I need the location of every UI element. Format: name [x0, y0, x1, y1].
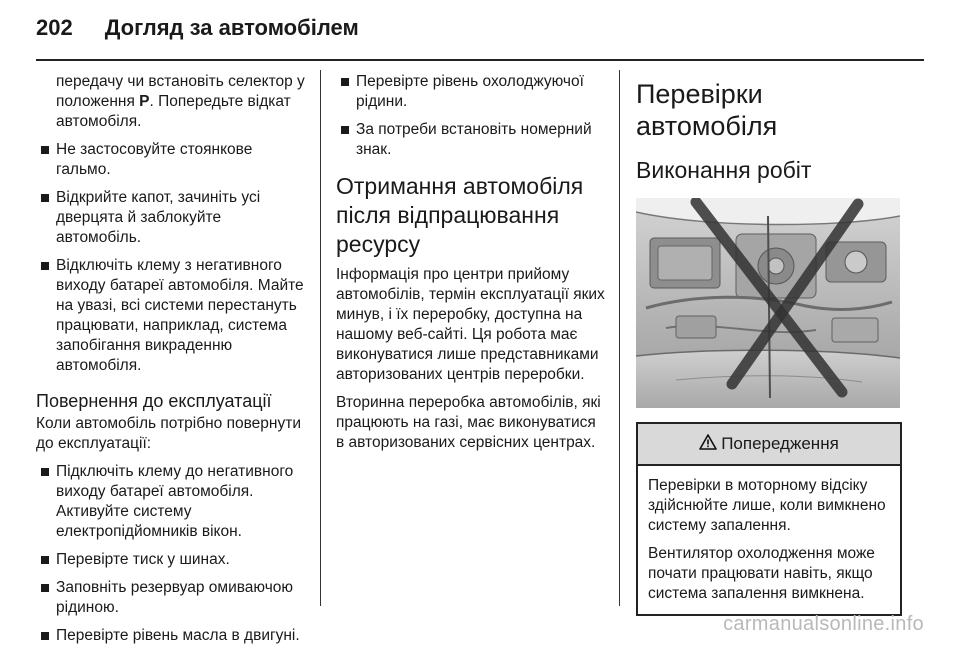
warning-triangle-icon — [699, 434, 717, 455]
return-intro: Коли автомобіль потрібно повернути до експлуатації: — [36, 415, 301, 452]
section-title: Перевірки автомобіля — [636, 79, 778, 141]
list-item: Перевірте рівень охолоджуючої рідини. — [336, 72, 606, 112]
list-item: За потреби встановіть номерний знак. — [336, 120, 606, 160]
list-item: Не застосовуйте стоянкове гальмо. — [36, 140, 308, 180]
list-item: Відкрийте капот, зачиніть усі дверцята й заблокуйте автомобіль. — [36, 188, 308, 248]
list-item: Заповніть резервуар омиваючою рідиною. — [36, 578, 308, 618]
list-item: Перевірте тиск у шинах. — [36, 550, 308, 570]
paragraph: Інформація про центри прийому автомобілів, термін експлуатації яких минув, і їх переробку, доступна на нашому веб-сайті. Ця робота має виконуватися лише представниками авторизованих центрів переробки. — [336, 266, 605, 383]
warning-title: Попередження — [721, 434, 839, 453]
chapter-title: Догляд за автомобілем — [104, 15, 359, 40]
column-middle — [336, 72, 606, 461]
column-divider — [619, 70, 620, 606]
intro-paragraph: передачу чи встановіть селектор у положення P. Попередьте відкат автомобіля. — [56, 73, 305, 130]
watermark: carmanualsonline.info — [723, 613, 924, 635]
column-right — [636, 76, 902, 616]
paragraph: Вторинна переробка автомобілів, які працюють на газі, має виконуватися в авторизованих сервісних центрах. — [336, 394, 601, 451]
list-item: Відключіть клему з негативного виходу батареї автомобіля. Майте на увазі, всі системи перестануть працювати, наприклад, система запобігання викраденню автомобіля. — [36, 256, 308, 376]
warning-body — [638, 466, 900, 614]
warning-paragraph: Перевірки в моторному відсіку здійснюйте лише, коли вимкнено систему запалення. — [648, 477, 886, 534]
page-number: 202 — [36, 15, 73, 40]
gear-p-label: P — [139, 93, 150, 110]
header-rule — [36, 59, 924, 61]
column-left — [36, 72, 308, 654]
engine-bay-illustration — [636, 198, 900, 408]
warning-header — [638, 424, 900, 466]
list-item: Перевірте рівень масла в двигуні. — [36, 626, 308, 646]
warning-box — [636, 422, 902, 616]
column-divider — [320, 70, 321, 606]
section-subtitle: Виконання робіт — [636, 157, 812, 183]
section-heading-return: Повернення до експлуатації — [36, 391, 272, 411]
section-heading-end-of-life: Отримання автомобіля після відпрацювання ресурсу — [336, 173, 584, 257]
warning-paragraph: Вентилятор охолодження може почати працювати навіть, якщо система запалення вимкнена. — [648, 545, 875, 602]
list-item: Підключіть клему до негативного виходу батареї автомобіля. Активуйте систему електропідйомників вікон. — [36, 462, 308, 542]
page-header — [36, 8, 359, 48]
